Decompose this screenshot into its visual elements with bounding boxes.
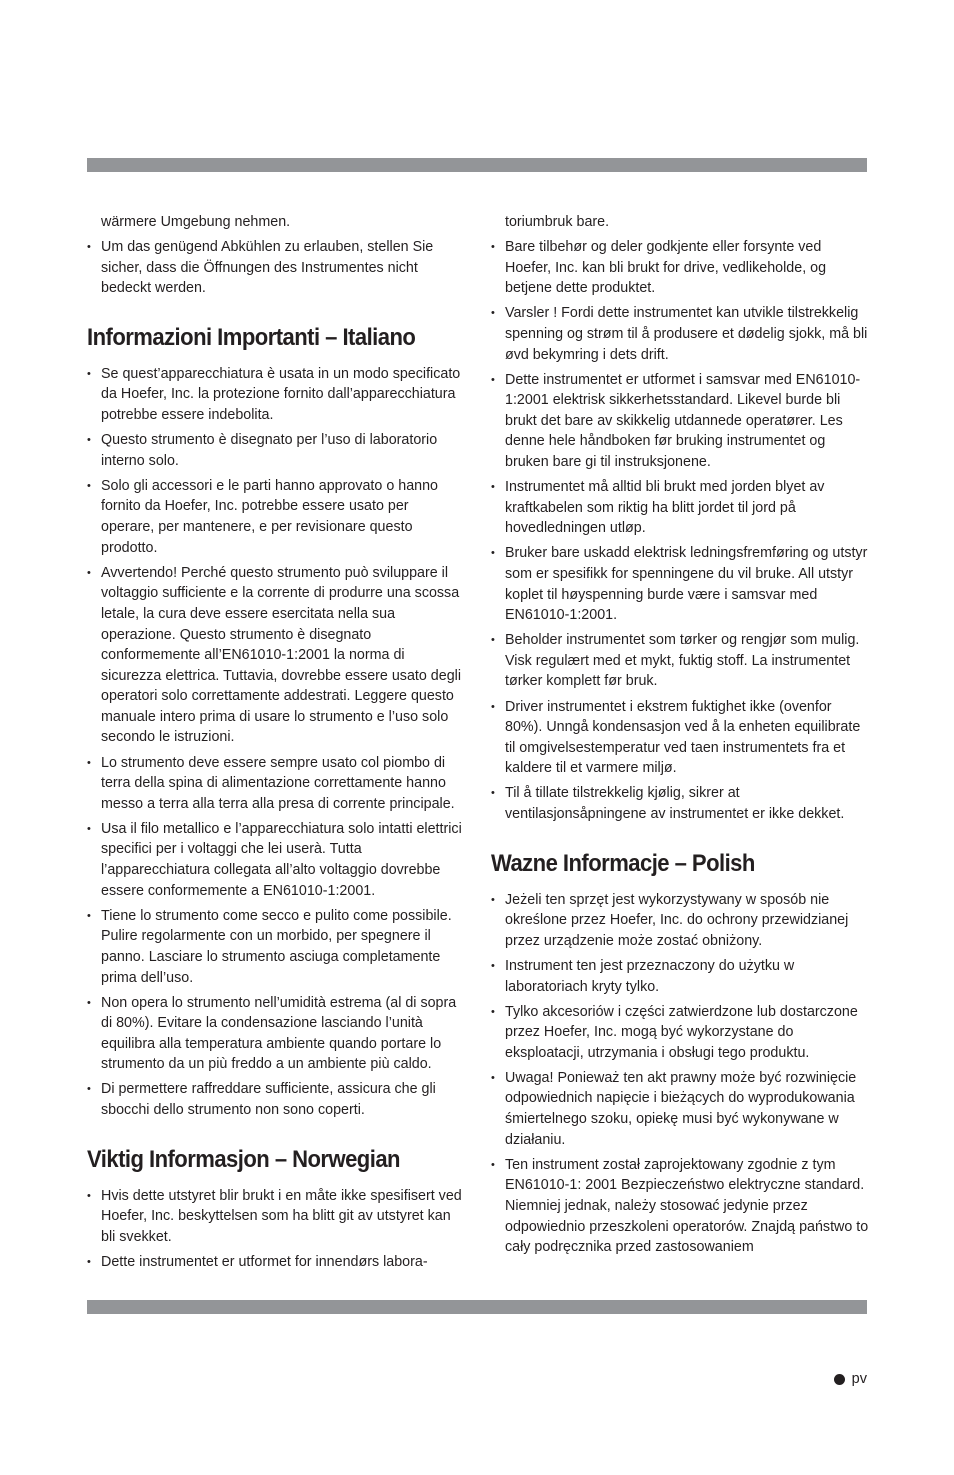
- list-item: • Se quest’apparecchiatura è usata in un modo specificato da Hoefer, Inc. la protezione fornito dall’apparecchiatura potrebbe essere indebolita.: [87, 364, 465, 426]
- polish-list: [491, 890, 869, 1258]
- list-item: • Um das genügend Abkühlen zu erlauben, stellen Sie sicher, dass die Öffnungen des Instrumentes nicht bedeckt werden.: [87, 237, 465, 299]
- section-heading-polish: Wazne Informacje – Polish: [491, 849, 755, 877]
- continued-text: wärmere Umgebung nehmen.: [101, 214, 291, 230]
- page-number: pv: [851, 1371, 867, 1387]
- header-rule: [87, 158, 867, 172]
- footer-rule: [87, 1300, 867, 1314]
- list-item: • Lo strumento deve essere sempre usato col piombo di terra della spina di alimentazione correttamente hanno messo a terra alla terra alla presa di corrente principale.: [87, 753, 465, 815]
- norwegian-continued-list: [491, 237, 869, 825]
- list-item: • Non opera lo strumento nell’umidità estrema (al di sopra di 80%). Evitare la condensazione lasciando l’unità equilibra alla temperatura ambiente quando portare lo strumento da un più freddo a un ambiente più caldo.: [87, 993, 465, 1075]
- list-item: • Til å tillate tilstrekkelig kjølig, sikrer at ventilasjonsåpningene av instrumentet er ikke dekket.: [491, 783, 869, 824]
- right-column: [491, 212, 869, 1262]
- section-heading-norwegian: Viktig Informasjon – Norwegian: [87, 1145, 400, 1173]
- list-item: • Dette instrumentet er utformet i samsvar med EN61010-1:2001 elektrisk sikkerhetsstandard. Likevel burde bli brukt det bare av skikkelig utdannede operatører. Les denne hele håndboken før bruking instrumentet og bruken bare gi til instruksjonene.: [491, 370, 869, 473]
- list-item: • Solo gli accessori e le parti hanno approvato o hanno fornito da Hoefer, Inc. potrebbe essere usato per operare, per mantenere, e per revisionare questo prodotto.: [87, 476, 465, 558]
- list-item: • Instrument ten jest przeznaczony do użytku w laboratoriach kryty tylko.: [491, 956, 869, 997]
- list-item: • Varsler ! Fordi dette instrumentet kan utvikle tilstrekkelig spenning og strøm til å produsere et dødelig sjokk, må bli øvd bekymring i dets drift.: [491, 303, 869, 365]
- left-column: [87, 212, 465, 1277]
- list-item: • Questo strumento è disegnato per l’uso di laboratorio interno solo.: [87, 430, 465, 471]
- list-item: • Instrumentet må alltid bli brukt med jorden blyet av kraftkabelen som riktig ha blitt jordet til jord på hovedledningen utløp.: [491, 477, 869, 539]
- list-item: • Driver instrumentet i ekstrem fuktighet ikke (ovenfor 80%). Unngå kondensasjon ved å la enheten equilibrate til omgivelsestemperatur ved taen instrumentets fra et kaldere til et varmere miljø.: [491, 697, 869, 779]
- continued-text: toriumbruk bare.: [505, 214, 610, 230]
- italian-list: [87, 364, 465, 1121]
- list-item: • Avvertendo! Perché questo strumento può sviluppare il voltaggio sufficiente e la corrente di produrre una scossa letale, la cura deve essere esercitata nella sua operazione. Questo strumento è disegnato conformemente all’EN61010-1:2001 la norma di sicurezza elettrica. Tuttavia, dovrebbe essere usato degli operatori solo correttamente addestrati. Leggere questo manuale intero prima di usare lo strumento e l’uso solo secondo le istruzioni.: [87, 563, 465, 748]
- page-footer: [834, 1370, 867, 1388]
- list-item: • Usa il filo metallico e l’apparecchiatura solo intatti elettrici specifici per i voltaggi che lei userà. Tutta l’apparecchiatura collegata all’alto voltaggio dovrebbe essere conformemente a EN61010-1:2001.: [87, 819, 465, 901]
- list-item: • Tiene lo strumento come secco e pulito come possibile. Pulire regolarmente con un morbido, per spegnere il panno. Lasciare lo strumento asciuga completamente prima dell’uso.: [87, 906, 465, 988]
- norwegian-list: [87, 1186, 465, 1273]
- list-item: • Beholder instrumentet som tørker og rengjør som mulig. Visk regulært med et mykt, fuktig stoff. La instrumentet tørker komplett før bruk.: [491, 630, 869, 692]
- list-item: • Di permettere raffreddare sufficiente, assicura che gli sbocchi dello strumento non sono coperti.: [87, 1079, 465, 1120]
- list-item: • Bare tilbehør og deler godkjente eller forsynte ved Hoefer, Inc. kan bli brukt for drive, vedlikeholde, og betjene dette produktet.: [491, 237, 869, 299]
- list-item: • Ten instrument został zaprojektowany zgodnie z tym EN61010-1: 2001 Bezpieczeństwo elektryczne standard. Niemniej jednak, należy stosować jedynie przez odpowiednio przeszkoleni operatorów. Znajdą państwo to cały podręcznika przed zastosowaniem: [491, 1155, 869, 1258]
- list-item: • Bruker bare uskadd elektrisk ledningsfremføring og utstyr som er spesifikk for spenningene du vil bruke. All utstyr koplet til høyspenning burde være i samsvar med EN61010-1:2001.: [491, 543, 869, 625]
- german-continued-list: [87, 237, 465, 299]
- list-item: • Dette instrumentet er utformet for innendørs labora-: [87, 1252, 465, 1273]
- section-heading-italian: Informazioni Importanti – Italiano: [87, 323, 416, 351]
- bullet-dot-icon: [834, 1374, 845, 1385]
- list-item: • Hvis dette utstyret blir brukt i en måte ikke spesifisert ved Hoefer, Inc. beskyttelsen som ha blitt git av utstyret kan bli svekket.: [87, 1186, 465, 1248]
- list-item: • Uwaga! Ponieważ ten akt prawny może być rozwinięcie odpowiednich napięcie i bieżących do wyprodukowania śmiertelnego szoku, opiekę musi być wykonywane w działaniu.: [491, 1068, 869, 1150]
- list-item: • Jeżeli ten sprzęt jest wykorzystywany w sposób nie określone przez Hoefer, Inc. do ochrony przewidzianej przez urządzenie może zostać obniżony.: [491, 890, 869, 952]
- list-item: • Tylko akcesoriów i części zatwierdzone lub dostarczone przez Hoefer, Inc. mogą być wykorzystane do eksploatacji, utrzymania i obsługi tego produktu.: [491, 1002, 869, 1064]
